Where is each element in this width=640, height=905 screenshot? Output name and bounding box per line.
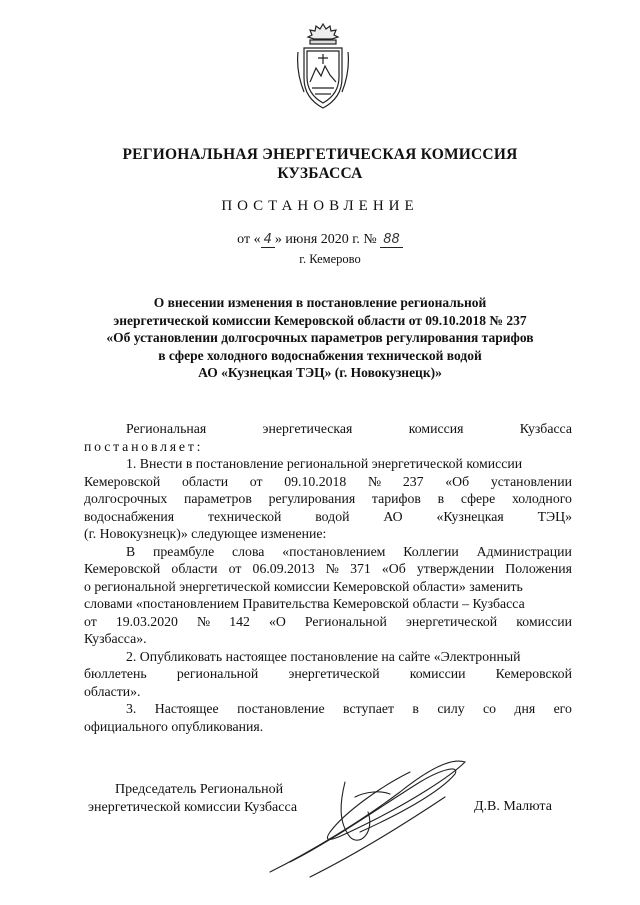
resolves-word: постановляет: <box>84 438 204 454</box>
body-word: 09.10.2018 <box>284 473 347 489</box>
body-word: комиссии <box>409 666 466 681</box>
body-word: 19.03.2020 <box>115 613 178 629</box>
body-word: «О <box>268 613 286 629</box>
body-word: 3. <box>126 701 137 716</box>
body-word: энергетической <box>288 666 380 681</box>
subject-line: АО «Кузнецкая ТЭЦ» (г. Новокузнецк)» <box>198 365 442 380</box>
intro-line <box>84 420 572 438</box>
body-word: 142 <box>229 613 250 629</box>
body-line <box>84 613 572 631</box>
body-word: утверждении <box>416 561 495 576</box>
body-word: Кемеровской <box>84 561 161 576</box>
document-number-handwritten: 88 <box>380 233 403 248</box>
body-word: Кемеровской <box>84 473 161 489</box>
signatory-name: Д.В. Малюта <box>474 799 552 814</box>
body-word: водоснабжения <box>84 508 175 524</box>
body-word: в <box>437 491 445 506</box>
body-line <box>84 455 572 473</box>
intro-word: Региональная <box>126 421 207 436</box>
body-word: № <box>325 561 339 576</box>
body-word: «Об <box>381 561 406 576</box>
org-name-line2: КУЗБАССА <box>277 165 363 182</box>
paragraph-preamble <box>84 543 572 648</box>
body-line <box>84 473 572 491</box>
city: г. Кемерово <box>299 252 361 266</box>
body-word: Коллегии <box>403 543 459 559</box>
body-word: долгосрочных <box>84 491 168 506</box>
body-word: тарифов <box>371 491 421 506</box>
body-word: Настоящее <box>154 701 219 716</box>
subject-line: энергетической комиссии Кемеровской области от 09.10.2018 № 237 <box>113 312 527 328</box>
body-word: 1. Внести в постановление региональной энергетической комиссии <box>126 456 523 471</box>
body-word: преамбуле <box>153 543 215 559</box>
body-word: водой <box>315 508 350 524</box>
body-line <box>84 700 572 718</box>
body-word: региональной <box>176 666 259 681</box>
body-word: 237 <box>402 473 424 489</box>
body-word: энергетической <box>406 613 498 629</box>
body-word: дня <box>514 701 536 716</box>
body-word: от <box>228 561 242 576</box>
body-word: ТЭЦ» <box>537 508 572 524</box>
body-line: (г. Новокузнецк)» следующее изменение: <box>84 526 327 541</box>
document-body <box>84 420 572 735</box>
intro-word: энергетическая <box>262 421 353 436</box>
body-word: регулирования <box>268 491 356 506</box>
body-line <box>84 543 572 561</box>
subject-line: О внесении изменения в постановление региональной <box>153 295 487 310</box>
body-line <box>84 665 572 683</box>
date-day-handwritten: 4 <box>261 233 275 248</box>
body-line <box>84 648 572 666</box>
org-name-line1: РЕГИОНАЛЬНАЯ ЭНЕРГЕТИЧЕСКАЯ КОМИССИЯ <box>122 146 518 163</box>
body-word: области <box>181 473 229 489</box>
body-word: В <box>126 543 136 559</box>
body-word: от <box>249 473 263 489</box>
body-word: со <box>483 701 497 716</box>
body-word: «постановлением <box>282 543 386 559</box>
body-word: «Кузнецкая <box>436 508 504 524</box>
date-prefix: от « <box>237 232 261 247</box>
body-word: постановление <box>237 701 325 716</box>
body-line: области». <box>84 683 141 699</box>
subject-line: в сфере холодного водоснабжения технической водой <box>158 347 482 363</box>
body-line: Кузбасса». <box>84 631 147 646</box>
body-word: в <box>412 701 419 716</box>
body-word: Положения <box>505 561 572 576</box>
body-word: параметров <box>183 491 252 506</box>
body-word: словами «постановлением Правительства Кемеровской области – Кузбасса <box>84 596 525 611</box>
body-word: слова <box>232 543 265 559</box>
body-word: сфере <box>460 491 496 506</box>
body-word: о региональной энергетической комиссии Кемеровской области» заменить <box>84 578 523 594</box>
body-word: 371 <box>350 561 371 576</box>
body-line <box>84 578 572 596</box>
date-middle: » июня 2020 г. № <box>274 232 377 247</box>
body-word: холодного <box>511 491 572 506</box>
body-line <box>84 508 572 526</box>
body-line <box>84 560 572 578</box>
body-word: Региональной <box>304 613 387 629</box>
body-word: 06.09.2013 <box>252 561 315 576</box>
body-line <box>84 490 572 508</box>
intro-word: комиссия <box>408 421 464 436</box>
document-subject <box>0 294 640 382</box>
subject-line: «Об установлении долгосрочных параметров регулирования тарифов <box>106 330 534 345</box>
body-word: № <box>368 473 382 489</box>
coat-of-arms-emblem <box>296 22 350 112</box>
intro-word: Кузбасса <box>519 421 572 436</box>
handwritten-signature <box>250 752 480 882</box>
body-word: технической <box>207 508 282 524</box>
body-word: силу <box>437 701 465 716</box>
body-word: установлении <box>490 473 572 489</box>
paragraph-item2 <box>84 648 572 701</box>
body-word: 2. Опубликовать настоящее постановление на сайте «Электронный <box>126 648 521 664</box>
body-word: № <box>196 613 211 629</box>
body-word: области <box>171 561 218 576</box>
body-line <box>84 595 572 613</box>
body-word: АО <box>383 508 403 524</box>
body-word: Кемеровской <box>495 666 572 681</box>
body-line: официального опубликования. <box>84 718 264 734</box>
body-word: бюллетень <box>84 666 147 681</box>
body-word: «Об <box>445 473 470 489</box>
date-line <box>0 232 640 248</box>
body-word: вступает <box>343 701 395 716</box>
signatory-title-line1: Председатель Региональной <box>115 782 284 797</box>
body-word: Администрации <box>476 543 572 559</box>
body-word: его <box>553 701 572 716</box>
body-word: комиссии <box>516 613 572 629</box>
signatory-title-line2: энергетической комиссии Кузбасса <box>88 800 298 815</box>
document-type: ПОСТАНОВЛЕНИЕ <box>221 198 419 214</box>
body-word: от <box>84 613 97 629</box>
paragraph-item3 <box>84 700 572 735</box>
paragraph-item1 <box>84 455 572 543</box>
